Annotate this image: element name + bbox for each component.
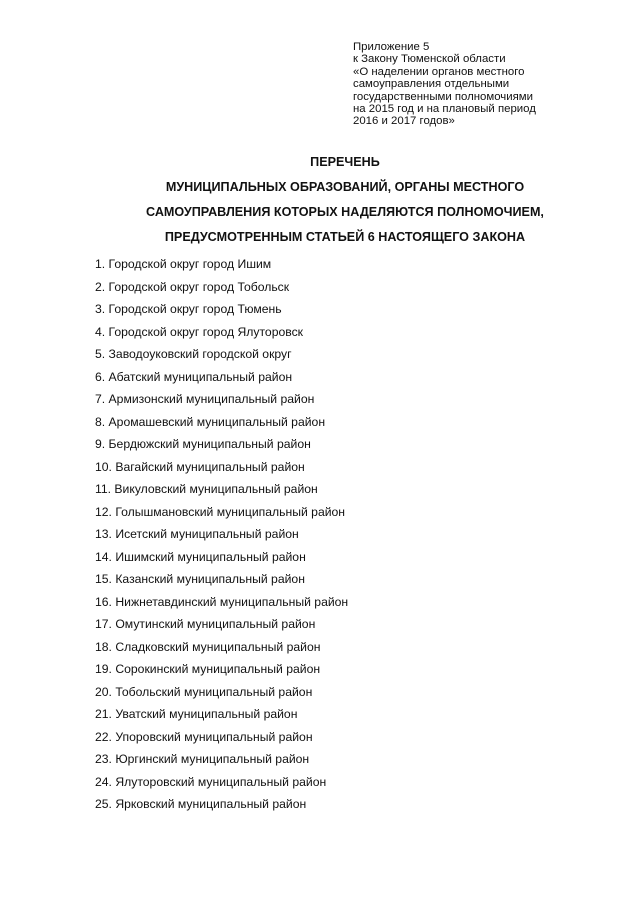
appendix-note: [353, 41, 623, 128]
list-item: 7. Армизонский муниципальный район: [95, 392, 315, 406]
list-item: 10. Вагайский муниципальный район: [95, 459, 305, 474]
list-item: 20. Тобольский муниципальный район: [95, 684, 313, 699]
title-line: МУНИЦИПАЛЬНЫХ ОБРАЗОВАНИЙ, ОРГАНЫ МЕСТНОГО: [165, 180, 525, 194]
list-item: 1. Городской округ город Ишим: [95, 257, 272, 271]
list-item: 17. Омутинский муниципальный район: [95, 617, 316, 631]
list-item: 25. Ярковский муниципальный район: [95, 797, 307, 811]
appendix-line: 2016 и 2017 годов»: [353, 115, 455, 128]
list-item: 22. Упоровский муниципальный район: [95, 729, 313, 744]
list-item: 5. Заводоуковский городской округ: [95, 347, 292, 361]
list-item: 18. Сладковский муниципальный район: [95, 639, 321, 654]
list-item: 24. Ялуторовский муниципальный район: [95, 774, 327, 789]
list-item: 2. Городской округ город Тобольск: [95, 279, 290, 294]
list-item: 15. Казанский муниципальный район: [95, 572, 305, 586]
list-item: 23. Юргинский муниципальный район: [95, 752, 310, 766]
title-line: САМОУПРАВЛЕНИЯ КОТОРЫХ НАДЕЛЯЮТСЯ ПОЛНОМОЧИЕМ,: [146, 205, 544, 219]
document-title: [0, 150, 640, 250]
appendix-line: «О наделении органов местного: [353, 65, 525, 78]
municipality-list: [95, 256, 595, 819]
appendix-line: к Закону Тюменской области: [353, 53, 506, 66]
appendix-line: самоуправления отдельными: [353, 78, 510, 91]
list-item: 3. Городской округ город Тюмень: [95, 302, 282, 316]
list-item: 9. Бердюжский муниципальный район: [95, 437, 311, 451]
list-item: 16. Нижнетавдинский муниципальный район: [95, 594, 349, 609]
list-item: 13. Исетский муниципальный район: [95, 527, 299, 541]
list-item: 8. Аромашевский муниципальный район: [95, 414, 326, 429]
appendix-line: государственными полномочиями: [353, 90, 533, 103]
list-item: 14. Ишимский муниципальный район: [95, 549, 306, 564]
appendix-line: на 2015 год и на плановый период: [353, 103, 536, 116]
list-item: 12. Голышмановский муниципальный район: [95, 504, 346, 519]
appendix-line: Приложение 5: [353, 41, 430, 53]
list-item: 4. Городской округ город Ялуторовск: [95, 324, 304, 339]
title-line: ПРЕДУСМОТРЕННЫМ СТАТЬЕЙ 6 НАСТОЯЩЕГО ЗАКОНА: [164, 230, 526, 244]
list-item: 21. Уватский муниципальный район: [95, 707, 298, 721]
title-heading: ПЕРЕЧЕНЬ: [310, 155, 380, 169]
list-item: 11. Викуловский муниципальный район: [95, 482, 318, 496]
list-item: 6. Абатский муниципальный район: [95, 369, 293, 384]
list-item: 19. Сорокинский муниципальный район: [95, 662, 321, 676]
